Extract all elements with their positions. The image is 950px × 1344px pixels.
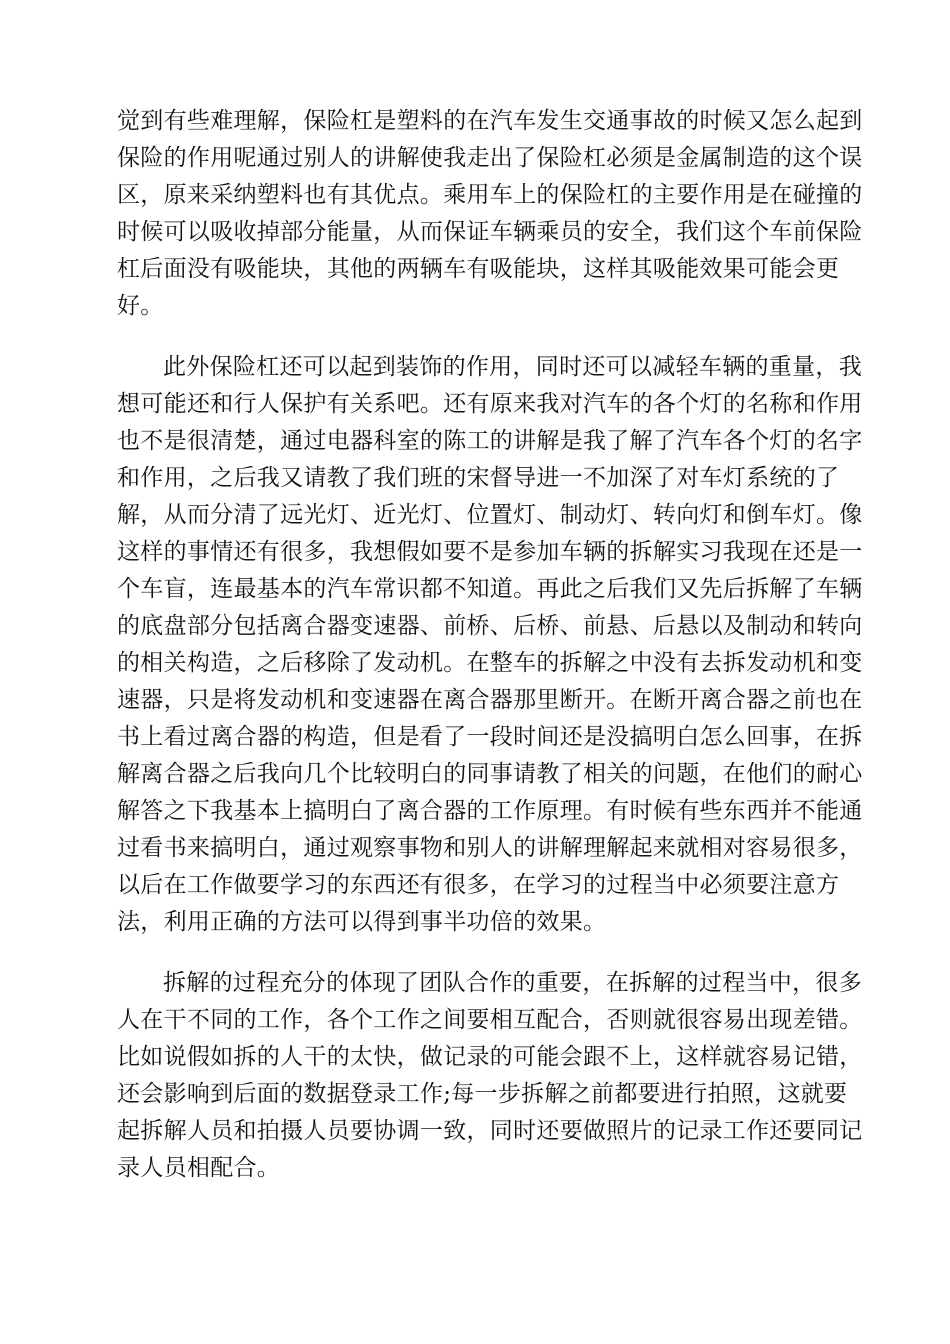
text-line: 解，从而分清了远光灯、近光灯、位置灯、制动灯、转向灯和倒车灯。像 [117, 502, 863, 528]
text-line: 想可能还和行人保护有关系吧。还有原来我对汽车的各个灯的名称和作用 [117, 391, 863, 417]
text-line: 拆解的过程充分的体现了团队合作的重要，在拆解的过程当中，很多 [163, 970, 862, 996]
paragraph-2 [117, 349, 863, 941]
text-line: 区，原来采纳塑料也有其优点。乘用车上的保险杠的主要作用是在碰撞的 [117, 182, 863, 208]
paragraph-1 [117, 103, 863, 325]
text-line: 时候可以吸收掉部分能量，从而保证车辆乘员的安全，我们这个车前保险 [117, 219, 863, 245]
text-line: 录人员相配合。 [117, 1155, 281, 1181]
text-line: 这样的事情还有很多，我想假如要不是参加车辆的拆解实习我现在还是一 [117, 539, 863, 565]
document-body [117, 103, 863, 1187]
text-line: 觉到有些难理解，保险杠是塑料的在汽车发生交通事故的时候又怎么起到 [117, 108, 863, 134]
text-line: 的底盘部分包括离合器变速器、前桥、后桥、前悬、后悬以及制动和转向 [117, 613, 863, 639]
text-line: 杠后面没有吸能块，其他的两辆车有吸能块，这样其吸能效果可能会更 [117, 256, 840, 282]
text-line: 和作用，之后我又请教了我们班的宋督导进一不加深了对车灯系统的了 [117, 465, 840, 491]
text-line: 比如说假如拆的人干的太快，做记录的可能会跟不上，这样就容易记错， [117, 1044, 863, 1070]
text-line: 速器，只是将发动机和变速器在离合器那里断开。在断开离合器之前也在 [117, 687, 863, 713]
text-line: 书上看过离合器的构造，但是看了一段时间还是没搞明白怎么回事，在拆 [117, 724, 863, 750]
text-line: 法，利用正确的方法可以得到事半功倍的效果。 [117, 909, 607, 935]
paragraph-3 [117, 965, 863, 1187]
text-line: 以后在工作做要学习的东西还有很多，在学习的过程当中必须要注意方 [117, 872, 840, 898]
text-line: 也不是很清楚，通过电器科室的陈工的讲解是我了解了汽车各个灯的名字 [117, 428, 863, 454]
text-line: 解答之下我基本上搞明白了离合器的工作原理。有时候有些东西并不能通 [117, 798, 863, 824]
text-line: 人在干不同的工作，各个工作之间要相互配合，否则就很容易出现差错。 [117, 1007, 863, 1033]
text-line: 过看书来搞明白，通过观察事物和别人的讲解理解起来就相对容易很多， [117, 835, 863, 861]
text-line: 解离合器之后我向几个比较明白的同事请教了相关的问题，在他们的耐心 [117, 761, 863, 787]
text-line: 保险的作用呢通过别人的讲解使我走出了保险杠必须是金属制造的这个误 [117, 145, 863, 171]
text-line: 此外保险杠还可以起到装饰的作用，同时还可以减轻车辆的重量，我 [163, 354, 862, 380]
text-line: 个车盲，连最基本的汽车常识都不知道。再此之后我们又先后拆解了车辆 [117, 576, 863, 602]
text-line: 还会影响到后面的数据登录工作;每一步拆解之前都要进行拍照，这就要 [117, 1081, 848, 1107]
text-line: 起拆解人员和拍摄人员要协调一致，同时还要做照片的记录工作还要同记 [117, 1118, 863, 1144]
text-line: 好。 [117, 293, 164, 319]
text-line: 的相关构造，之后移除了发动机。在整车的拆解之中没有去拆发动机和变 [117, 650, 863, 676]
